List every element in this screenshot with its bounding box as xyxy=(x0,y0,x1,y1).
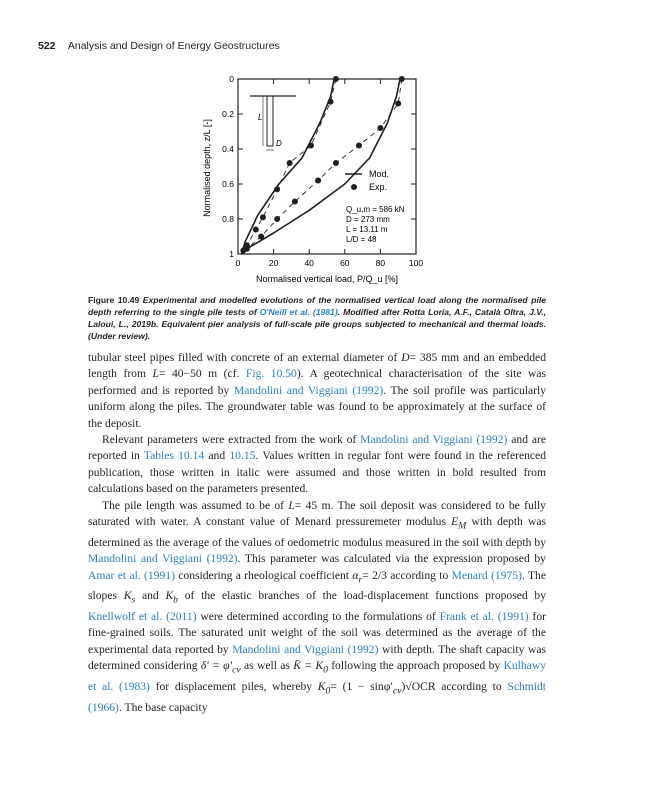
p1-math-d: D xyxy=(401,351,410,364)
legend-label-exp: Exp. xyxy=(369,182,388,192)
p3-text-q: )√OCR according to xyxy=(401,679,502,693)
p1-ref-mandolini[interactable]: Mandolini and Viggiani (1992) xyxy=(233,383,384,397)
p3-math-l: L xyxy=(288,498,295,512)
p3-ref-mandolini-2[interactable]: Mandolini and Viggiani (1992) xyxy=(232,642,379,656)
p3-text-l: with depth. The shaft capacity was determined considering xyxy=(88,642,546,673)
p1-text-a: tubular steel pipes filled with concrete of an external diameter of xyxy=(88,351,398,364)
p3-math-em-sub: M xyxy=(458,520,467,532)
p2-text-a: Relevant parameters were extracted from the work of xyxy=(102,433,357,447)
y-tick-label: 0 xyxy=(229,74,234,84)
annotation-qu: Q_u,m = 586 kN xyxy=(346,205,405,214)
figure-chart xyxy=(0,0,648,292)
inset-length-label: L xyxy=(258,113,263,122)
experimental-point xyxy=(377,125,383,131)
figure-caption xyxy=(88,294,546,342)
x-tick-label: 40 xyxy=(304,258,314,268)
x-tick-label: 20 xyxy=(268,258,279,268)
p3-text-i: of the elastic branches of the load-displacement functions proposed by xyxy=(184,589,546,603)
experimental-point xyxy=(292,199,298,205)
p3-text-n: following the approach proposed by xyxy=(331,659,501,673)
p3-text-r: . The base capacity xyxy=(118,700,208,714)
experimental-point xyxy=(287,160,293,166)
x-tick-label: 60 xyxy=(340,258,350,268)
experimental-point xyxy=(328,99,334,105)
y-tick-label: 0.8 xyxy=(222,214,234,224)
p3-text-m: as well as xyxy=(244,659,290,673)
annotation-length: L = 13.11 m xyxy=(346,225,388,234)
experimental-point xyxy=(308,143,314,149)
p1-ref-fig[interactable]: Fig. 10.50 xyxy=(245,367,297,381)
p3-text-k: for fine-grained soils. The saturated unit weight of the soil was determined as the average of the experimental data reported by xyxy=(88,610,547,656)
p2-ref-table-1015[interactable]: 10.15 xyxy=(229,449,256,463)
p1-text-b: = 385 mm and an embedded length from xyxy=(88,351,546,381)
experimental-point xyxy=(260,214,266,220)
p3-math-alpha: α xyxy=(352,568,359,582)
p3-text-e: considering a rheological coefficient xyxy=(178,568,350,582)
experimental-point xyxy=(244,246,250,252)
y-tick-label: 1 xyxy=(229,249,234,259)
figure-label: Figure 10.49 xyxy=(88,295,140,305)
p3-ref-frank[interactable]: Frank et al. (1991) xyxy=(439,610,529,624)
x-axis-label: Normalised vertical load, P/Q_u [%] xyxy=(255,274,399,284)
paragraph-3 xyxy=(88,498,546,716)
tick-layer xyxy=(222,74,423,268)
p1-text-c: = 40−50 m (cf. xyxy=(158,367,240,381)
p3-text-a: The pile length was assumed to be of xyxy=(102,498,285,512)
experimental-point xyxy=(333,160,339,166)
y-tick-label: 0.4 xyxy=(222,144,234,154)
p3-ref-kulhawy[interactable]: Kulhawy et al. (1983) xyxy=(88,659,546,693)
p3-text-p: = (1 − sinφ′ xyxy=(330,679,393,693)
p1-text-e: . The soil profile was particularly uniform along the piles. The groundwater table was found to be approximately at the surface of the deposit. xyxy=(88,383,546,430)
page-number: 522 xyxy=(38,40,56,52)
y-tick-label: 0.2 xyxy=(222,109,234,119)
paragraph-1 xyxy=(88,350,546,432)
p3-math-em: E xyxy=(451,515,459,529)
running-title: Analysis and Design of Energy Geostructures xyxy=(67,40,280,52)
experimental-point xyxy=(333,76,339,82)
annotation-slenderness: L/D = 48 xyxy=(346,235,377,244)
experimental-point xyxy=(399,76,405,82)
inset-pile xyxy=(267,96,273,146)
p3-math-delta-sub: cv xyxy=(232,664,241,676)
p3-math-alpha-sub: r xyxy=(358,573,363,585)
experimental-point xyxy=(258,234,264,240)
p2-ref-table-1014[interactable]: Tables 10.14 xyxy=(143,449,205,463)
p3-math-kbar: K̄ = K xyxy=(293,659,324,673)
p3-math-kb: K xyxy=(165,589,174,603)
p3-ref-knellwolf[interactable]: Knellwolf et al. (2011) xyxy=(88,610,197,624)
y-axis-label: Normalised depth, z/L [-] xyxy=(202,119,212,217)
body-text xyxy=(88,350,546,716)
p2-text-c: and xyxy=(208,449,226,463)
x-tick-label: 100 xyxy=(408,258,424,268)
p3-math-ks: K xyxy=(123,589,132,603)
p2-text-d: . Values written in regular font were found in the referenced publication, those written in italic were assumed and those written in bold resulted from calculations based on the parameters presented. xyxy=(88,449,546,496)
p3-math-k0-sub: 0 xyxy=(325,685,331,697)
legend-marker-exp xyxy=(351,184,357,190)
p3-math-delta: δ′ = φ′ xyxy=(200,659,233,673)
annotation-diameter: D = 273 mm xyxy=(346,215,390,224)
y-tick-label: 0.6 xyxy=(222,179,234,189)
x-tick-label: 0 xyxy=(235,258,241,268)
x-tick-label: 80 xyxy=(375,258,386,268)
p3-math-kb-sub: b xyxy=(173,594,178,606)
legend-label-mod: Mod. xyxy=(369,169,390,179)
experimental-point xyxy=(253,227,259,233)
p1-text-d: ). A geotechnical characterisation of the site was performed and is reported by xyxy=(88,367,546,397)
experimental-point xyxy=(274,186,280,192)
p3-math-ks-sub: s xyxy=(131,594,136,606)
p3-text-g: . The slopes xyxy=(88,568,546,603)
p2-text-b: and are reported in xyxy=(88,433,547,463)
p3-ref-menard[interactable]: Menard (1975) xyxy=(451,568,522,582)
p3-ref-amar[interactable]: Amar et al. (1991) xyxy=(88,568,175,582)
p3-text-c: with depth was determined as the average of the values of oedometric modulus measured in the soil with depth by xyxy=(88,515,546,549)
p3-ref-mandolini-1[interactable]: Mandolini and Viggiani (1992) xyxy=(88,552,238,566)
p3-text-d: . This parameter was calculated via the expression proposed by xyxy=(237,552,546,566)
p3-text-f: = 2/3 according to xyxy=(362,568,449,582)
p1-math-l: L xyxy=(152,367,159,381)
p3-text-j: were determined according to the formulations of xyxy=(200,610,436,624)
caption-text-2: . Modified after Rotta Loria, A.F., Català Oltra, J.V., Laloui, L., 2019b. Equivalent pier analysis of full-scale pile groups subjected to mechanical and thermal loads. (Under review). xyxy=(88,307,547,341)
p3-text-b: = 45 m. The soil deposit was considered to be fully saturated with water. A constant value of Menard pressuremeter modulus xyxy=(88,498,546,529)
experimental-point xyxy=(315,178,321,184)
experimental-point xyxy=(356,143,362,149)
p3-math-kbar-sub: 0 xyxy=(323,664,328,676)
experimental-point xyxy=(395,101,401,107)
p3-ref-schmidt[interactable]: Schmidt (1966) xyxy=(88,679,547,714)
paragraph-2 xyxy=(88,432,546,498)
test-parameters-annotation xyxy=(346,205,405,244)
p2-ref-mandolini[interactable]: Mandolini and Viggiani (1992) xyxy=(360,433,508,447)
caption-text-1: Experimental and modelled evolutions of the normalised vertical load along the normalised pile depth referring to the single pile tests of xyxy=(88,295,546,317)
experimental-point xyxy=(274,216,280,222)
legend xyxy=(345,169,389,192)
p3-math-p-sub: cv xyxy=(392,685,402,697)
caption-ref-oneill[interactable]: O'Neill et al. (1981) xyxy=(259,307,338,317)
p3-text-o: for displacement piles, whereby xyxy=(155,679,313,693)
p3-math-k0: K xyxy=(317,679,326,693)
p3-text-h: and xyxy=(141,589,159,603)
pile-inset-diagram xyxy=(250,96,296,150)
inset-diameter-label: D xyxy=(276,139,282,148)
